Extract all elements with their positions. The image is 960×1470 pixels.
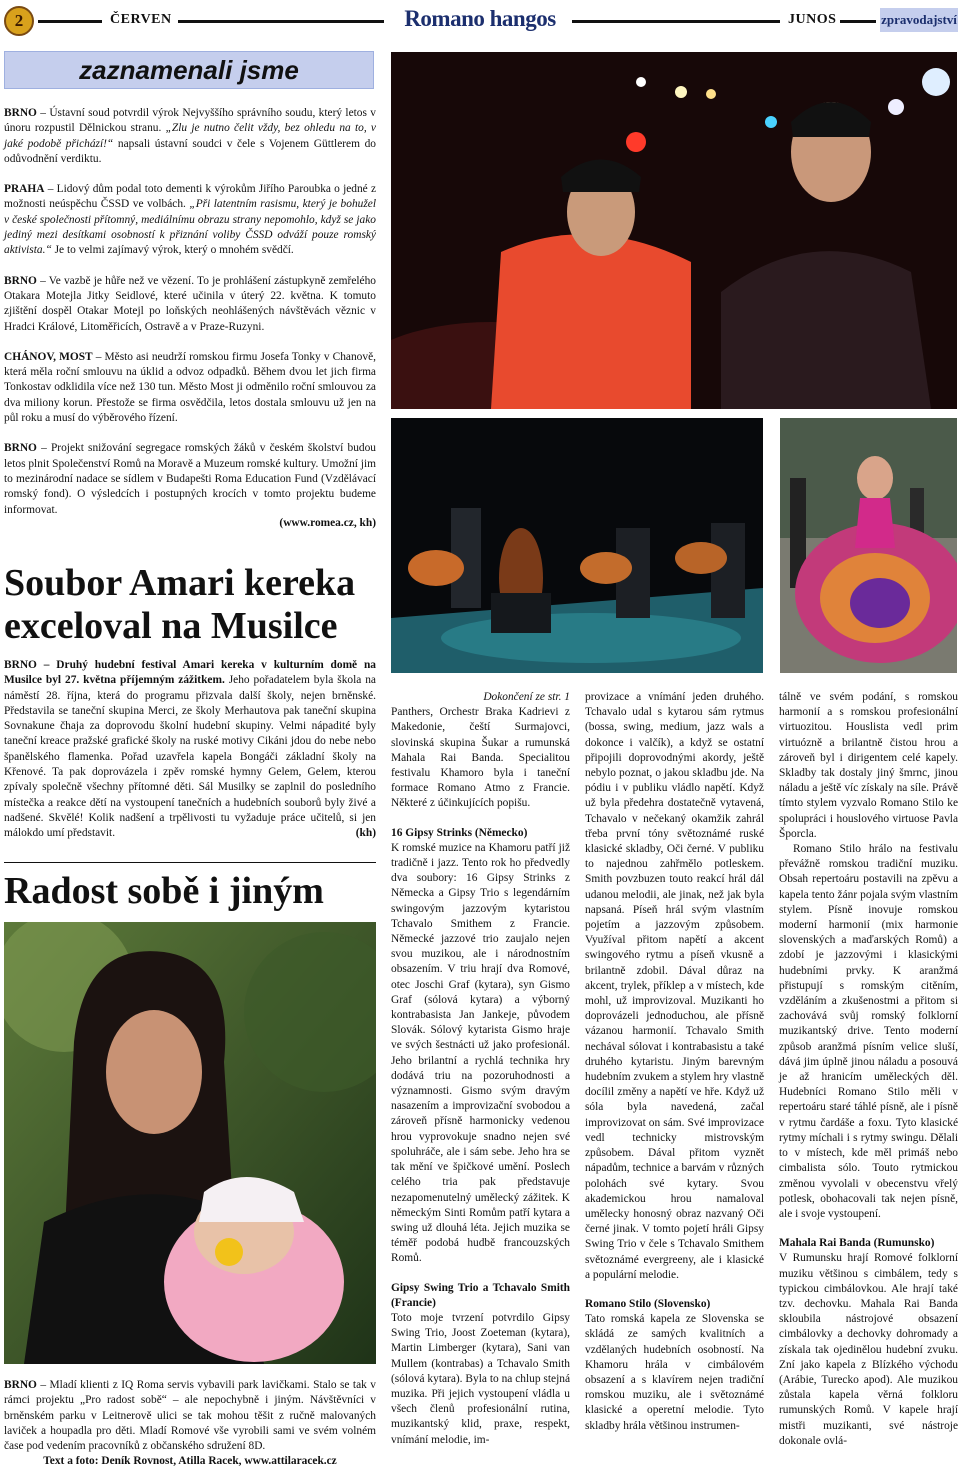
article-divider (4, 862, 376, 863)
photo-credit: Text a foto: Deník Rovnost, Atilla Racek, www.attilaracek.cz (43, 1455, 337, 1468)
news-place: BRNO (4, 442, 37, 455)
news-place: BRNO (4, 274, 37, 287)
news-section-title: zaznamenali jsme (79, 54, 299, 85)
photo-illustration (391, 418, 763, 673)
news-place: PRAHA (4, 183, 45, 196)
column-paragraph: Toto moje tvrzení potvrdilo Gipsy Swing Trio, Joost Zoeteman (kytara), Martin Limberger (kytara), Sani van Mullem (kontrabas) a Tchavalo Smith (sólová kytara). Byla to na chlup stejná muzika. Při jejich vystoupení vládla u všech členů profesionální rutina, muzikantský klid, praxe, respekt, vnímání melodie, im- (391, 1311, 570, 1446)
article-lead: BRNO – Druhý hudební festival Amari kereka v kulturním domě na Musilce byl 27. května příjemným zážitkem. (4, 659, 376, 687)
news-text: – Lidový dům podal toto dementi k výrokům Jiřího Paroubka o jedné z možnosti neúspěchu ČSSD ve volbách. (4, 183, 376, 211)
news-text: – Projekt snižování segregace romských žáků v českém školství budou letos plnit Společenství Romů na Moravě a Muzeum romské kultury. Umožní jim to mezinárodní nadace se sídlem v Budapešti Roma Education Fund (Vzdělávací romský fond). O výsledcích i postupných krocích v tomto projektu budeme informovat. (4, 442, 376, 516)
header-rule (178, 20, 384, 23)
news-place: CHÁNOV, MOST (4, 350, 93, 363)
photo-stage-performers (391, 52, 957, 409)
news-list (4, 106, 376, 531)
news-item (4, 274, 376, 335)
column-subheading: Gipsy Swing Trio a Tchavalo Smith (Francie) (391, 1281, 570, 1309)
column-paragraph: Panthers, Orchestr Braka Kadrievi z Makedonie, čeští Surmajovci, slovinská skupina Šukar a rumunská Mahala Rai Banda. Specialitou festivalu Khamoro byla i taneční formace Romano Atmo z Francie. Některé z účinkujících popišu. (391, 706, 570, 810)
festival-column-1 (391, 690, 570, 1448)
article-body (4, 658, 376, 842)
caption-place: BRNO (4, 1379, 37, 1391)
news-item (4, 106, 376, 167)
header-rule (572, 20, 780, 23)
photo-illustration (4, 922, 376, 1364)
photo-caption (4, 1378, 376, 1470)
column-subheading: 16 Gipsy Strinks (Německo) (391, 826, 528, 839)
column-subheading: Romano Stilo (Slovensko) (585, 1297, 711, 1310)
news-text: napsali ústavní soudci v čele s Vojenem Güttlerem do odůvodnění verdiktu. (4, 137, 376, 165)
news-source: (www.romea.cz, kh) (279, 516, 376, 529)
news-section-title-box (4, 51, 374, 89)
news-place: BRNO (4, 107, 37, 119)
festival-column-2 (585, 690, 764, 1434)
column-paragraph: tálně ve svém podání, s romskou harmonií a s romskou profesionální virtuozitou. Houslista vedl prim virtuózně a brilantně čistou hrou a zároveň byl i dirigentem celé kapely. Skladby tak dostaly jiný šmrnc, jinou náladu a ještě víc získaly na síle. Právě tímto stylem vyzvalo Romano Stilo ke spolupráci i houslového virtuose Pavla Šporcla. (779, 691, 958, 840)
photo-illustration (391, 52, 957, 409)
page-number-badge: 2 (4, 6, 34, 36)
article-text: Jeho pořadatelem byla škola na náměstí 28. října, která do programu přizvala další školy, nejen brněnské. Představila se taneční skupina Merci, ze školy Merhautova pak taneční skupina Sovnakune čhaja za doprovodu školní hudební skupiny. Velmi nápadité byly taneční kreace pražské grafické školy na ruské motivy Cikáni jdou do nebe nebo španělského flamenka. Pořad uzavřela kapela Bongáči základní školy na Křenové. Ta pak doprovázela i zpěv romské hymny Gelem, Gelem, kterou zpívaly společně všechny přítomné děti. Sál Musilky se zaplnil do posledního místečka a reakce dětí na vystoupení tanečních a hudebních souborů byly živé a nadšené. Skvělé! Kolik nadšení a trpělivosti tu vyžaduje práce učitelů, si jen málokdo umí představit. (4, 674, 376, 840)
news-quote: „Při latentním rasismu, který je bohužel v české společnosti přítomný, mediálnímu obrazu strany nepomohlo, když se jako jediný mezi desítkami osobností k přiznání voliby ČSSD odváží pouze romský aktivista.“ (4, 198, 376, 257)
header-month: ČERVEN (110, 12, 172, 27)
article-headline: Radost sobě i jiným (4, 870, 324, 912)
column-paragraph: provizace a vnímání jeden druhého. Tchavalo udal s kytarou sám rytmus (bossa, swing, medium, jazz wals a dokonce i valčík), a když se ostatní připojili doprovodnými akordy, ještě nebylo poznat, o jakou skladbu jde. Na pódiu i v publiku vládlo napětí. Když už byla předehra dostatečně vytavená, Tchavalo v nečekaný okamžik zahrál třeba první tóny světoznámé ruské klasické skladby, Oči černé. V publiku to najednou zahřmělo potleskem. Smith povzbuzen touto reakcí hrál dál udanou melodii, ale jinak, než jak byla napsaná. Píseň hrál svým vlastním pojetím a jazzovým způsobem. Využíval přitom napětí a akcent swingového rytmu a píseň vkusně a brilantně zdobil. Dával důraz na akcent, trylek, příklep a v místech, kde mohl, už improvizoval. Muzikanti ho doprovázeli jednoduchou, ale přísně vázanou harmonií. Tchavalo Smith nechával sólovat i kontrabasistu a také druhého kytaristu. Jiným barevným hudebním zvukem a stylem hry vlastně docílil změny a napětí ve hře. Když už sóla byla navedená, začal improvizovat on sám. Své improvizace vedl technicky mistrovským způsobem. Dával přitom vyznět nápadům, technice a barvám v různých polohách své kytary. Svou akademickou hrou namaloval umělecky honosný obraz nazvaný Oči černé jinak. V tomto pojetí hráli Gipsy Swing Trio v čele s Tchavalo Smithem světoznámé evergreeny, ale i klasické a populární melodie. (585, 691, 764, 1281)
column-paragraph: V Rumunsku hrají Romové folklorní muziku většinou s cimbálem, tedy s typickou cimbálovkou. Ale hrají také tzv. dechovku. Mahala Rai Banda skloubila nástrojové obsazení cimbálovky a dechovky dohromady a získala tak ojedinělou hudební zvuku. Zní jako kapela z Blízkého východu (Arábie, Turecko apod). Ale muzikou zůstala kapela věrná folkloru rumunských Romů. V kapele hrají mistři muzikanti, své nástroje dokonale ovlá- (779, 1252, 958, 1447)
header-rule (38, 20, 102, 23)
caption-text: – Mladí klienti z IQ Roma servis vybavili park lavičkami. Stalo se tak v rámci projektu „Pro radost sobě“ – ale nepochybně i jiným. Návštěvníci v brněnském parku v Leitnerově ulici se tak mohou těšit z ručně malovaných laviček a houpadla pro děti. Mladí Romové vše vyrobili sami ve svém volném čase pod vedením pracovníků z občanského sdružení 8D. (4, 1379, 376, 1453)
column-paragraph: Romano Stilo hrálo na festivalu převážně romskou tradiční muziku. Obsah repertoáru postavili na zpěvu a kapela tento žánr pojala svým vlastním stylem. Písně inovuje romskou moderní harmonií (mix harmonie slovenských a maďarských Romů) a zdobí je jazzovými i klasickými hudebními prvky. K aranžmá přistupují s romským citěním, vzděláním a zkušenostmi a přitom si zachovává svůj romský folklorní muzikantský drive. Tento moderní způsob aranžmá písním velice sluší, dává jim úplně jinou náladu a posouvá je až hranicím uměleckých děl. Hudebníci Romano Stilo měli v repertoáru staré táhlé písně, ale i písně v rytmu čardáše a foxu. Tyto klasické rytmy míchali i s rytmy swingu. Dělali to v místech, kde měl primáš nebo cimbalista sólo. Touto rytmickou změnou vyvolali v obecenstvu vřelý potlesk, obohacovali tak nejen písně, ale i svoje vystoupení. (779, 843, 958, 1220)
section-label: zpravodajství (880, 8, 958, 32)
continued-note: Dokončení ze str. 1 (483, 691, 570, 703)
column-subheading: Mahala Rai Banda (Rumunsko) (779, 1237, 935, 1250)
column-paragraph: Tato romská kapela ze Slovenska se skládá ze samých kvalitních a vzdělaných hudebních osobností. Na Khamoru hrála v cimbálovém obsazení a s klavírem nejen tradiční romskou muziku, ale i světoznámé klasické a operetní melodie. Tyto skladby hrála většinou instrumen- (585, 1313, 764, 1432)
header-month-hu: JUNOS (788, 12, 837, 27)
page-header (0, 0, 960, 44)
news-item (4, 350, 376, 426)
news-item (4, 441, 376, 517)
header-rule (840, 20, 876, 23)
news-text: Je to velmi zajímavý výrok, který o mnohém svědčí. (51, 244, 294, 257)
publication-logo: Romano hangos (404, 6, 556, 31)
photo-mother-with-baby (4, 922, 376, 1364)
photo-jazz-trio (391, 418, 763, 673)
festival-column-3 (779, 690, 958, 1449)
news-text: – Město asi neudrží romskou firmu Josefa Tonky v Chanově, která měla roční smlouvu na úklid a odvoz odpadků. Během dvou let jich firma Tonkostav odklidila více než 130 tun. Město Most ji odměnilo roční smlouvou za dva miliony korun. Přestože se firma osvědčila, letos dostala smlouvu už jen na půl roku a musí do výběrového řízení. (4, 350, 376, 425)
news-quote: „Zlu je nutno čelit vždy, bez ohledu na to, v jaké podobě přichází!“ (4, 122, 376, 150)
news-item (4, 182, 376, 258)
column-paragraph: K romské muzice na Khamoru patří již tradičně i jazz. Tento rok ho předvedly dva soubory: 16 Gipsy Strinks z Německa a Gipsy Trio s legendárním swingovým jazzovým kytaristou Tchavalo Smithem z Francie. Německé jazzové trio zaujalo nejen svou muzikou, ale i národnostním obsazením. V triu hrají dva Romové, otec Joschi Graf (kytara), syn Gismo Graf (sólová kytara) a výborný kontrabasista Jan Jankeje, původem Slovák. Sólový kytarista Gismo hraje ve svých šestnácti už jako profesionál. Jeho brilantní a rychlá technika hry dodává triu na pozoruhodnosti a významnosti. Gismo svým dravým nasazením a improvizační svobodou a zároveň přísně harmonicky vedenou hrou vyprovokuje snadno nejen své spoluhráče, ale i sám sebe. Jeho hra se tak mění ve špičkové umění. Poslech celého tria pak představuje nezapomenutelný umělecký zážitek. K německým Sinti Romům patří kytara a swing už dlouhá léta. Jejich muzika se téměř podobá hudbě francouzských Romů. (391, 841, 570, 1265)
photo-dancer (780, 418, 957, 673)
news-text: – Ve vazbě je hůře než ve vězení. To je prohlášení zástupkyně zemřelého Otakara Motejla Jitky Seidlové, které učinila v úterý 22. května. K tomuto zjištění dospěl Otakar Motejl po loňských neohlášených návštěvách věznic v Hradci Králové, Litoměřicích, Ostravě a v Praze-Ruzyni. (4, 274, 376, 333)
article-sign: (kh) (355, 827, 376, 840)
article-headline: Soubor Amari kereka exceloval na Musilce (4, 562, 356, 647)
news-text: – Ústavní soud potvrdil výrok Nejvyššího správního soudu, který letos v únoru rozpustil Dělnickou stranu. (4, 107, 376, 135)
photo-illustration (780, 418, 957, 673)
